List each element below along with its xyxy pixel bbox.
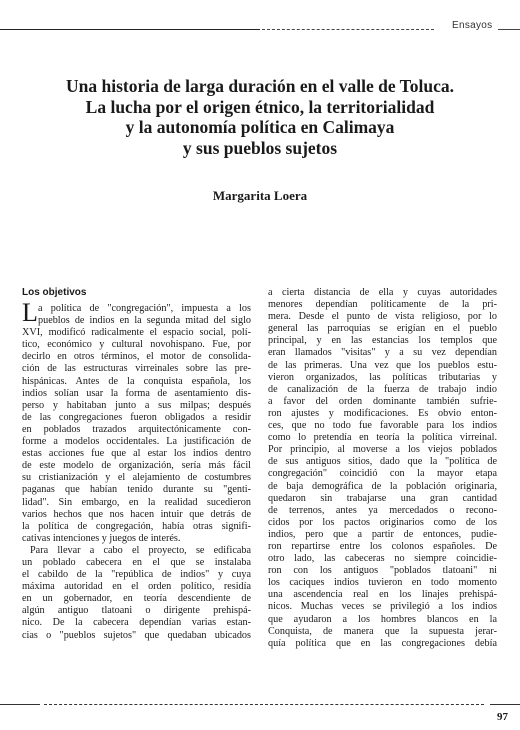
text-line: tico, económico y cultural novohispano. Fue, por: [22, 339, 251, 351]
text-line: cidos por los pactos originarios como de los: [268, 516, 497, 528]
text-line: nicos. Muchas veces se privilegió a los indios: [268, 601, 497, 613]
text-line: eran llamados "visitas" y a su vez dependían: [268, 347, 497, 359]
text-line: ron con los antiguos "poblados tlatoani" ni: [268, 565, 497, 577]
text-line: en un gobernador, en teoría descendiente de: [22, 593, 251, 605]
text-line: de baja demográfica de la población originaria,: [268, 480, 497, 492]
text-line: hispánicas. Antes de la conquista española, los: [22, 375, 251, 387]
title-line: Una historia de larga duración en el valle de Toluca.: [66, 76, 454, 96]
page-number: 97: [497, 711, 508, 723]
text-line: de terrenos, antes ya mercedados o recono-: [268, 504, 497, 516]
text-line: a cierta distancia de ella y cuyas autoridades: [268, 287, 497, 298]
text-line: quía política que en las congregaciones debía: [268, 637, 497, 649]
right-column: [268, 287, 497, 650]
text-line: pueblos de indios en la segunda mitad del siglo: [38, 315, 251, 327]
text-line: la política de congregación, había otras signifi-: [22, 520, 251, 532]
text-line: de las primeras. Una vez que los pueblos estu-: [268, 359, 497, 371]
drop-cap: L: [22, 298, 38, 327]
title-line: La lucha por el origen étnico, la territorialidad: [85, 96, 435, 117]
text-line: lidad". Sin embargo, en la realidad sucedieron: [22, 496, 251, 508]
text-line: ron ajustes y modificaciones. Es obvio enton-: [268, 407, 497, 419]
text-line: quedaron sin trabajarse una gran cantidad: [268, 492, 497, 504]
section-label: Ensayos: [452, 20, 493, 31]
text-line: algún antiguo tlatoani o dirigente prehispá-: [22, 605, 251, 617]
text-line: mera. Desde el punto de vista religioso, por lo: [268, 311, 497, 323]
footer-rule-middle: [44, 704, 484, 705]
text-line: perso y habitaban junto a sus milpas; después: [22, 399, 251, 411]
text-line: de este modelo de organización, sería más fácil: [22, 460, 251, 472]
header-rule-left: [0, 29, 260, 30]
text-line: XVI, modificó radicalmente el espacio social, polí-: [22, 327, 251, 339]
text-line: otro lado, las cabeceras no siempre coincidie-: [268, 553, 497, 565]
text-line: decirlo en otros términos, el motor de consolida-: [22, 351, 251, 363]
footer-rule-left: [0, 704, 40, 705]
text-line: el cabildo de la "república de indios" y cuya: [22, 569, 251, 581]
text-line: indios, pero que a partir de entonces, pudie-: [268, 528, 497, 540]
text-line: nico. De la cabecera dependían varias estan-: [22, 617, 251, 629]
text-line: su cristianización y el alejamiento de costumbres: [22, 472, 251, 484]
text-line: indios solían usar la forma de asentamiento dis-: [22, 387, 251, 399]
text-line: paganas que habían tenido durante su "genti-: [22, 484, 251, 496]
text-line: congregación" coincidió con la mayor etapa: [268, 468, 497, 480]
article-title: [20, 76, 500, 158]
text-line: los caciques indios tuvieron en todo momento: [268, 577, 497, 589]
title-line: y sus pueblos sujetos: [182, 137, 338, 158]
text-line: cativas intenciones y juegos de interés.: [22, 532, 181, 544]
text-line: Conquista, de manera que la supuesta jerar-: [268, 625, 497, 637]
text-line: ción de las estructuras virreinales sobre las pre-: [22, 363, 251, 375]
text-line: Por principio, al moverse a los viejos poblados: [268, 444, 497, 456]
text-line: ces, que no todo fue favorable para los indios: [268, 420, 497, 432]
text-line: cias o "pueblos sujetos" que quedaban ubicados: [22, 629, 251, 641]
text-line: estas acciones fue que al estar los indios dentro: [22, 448, 251, 460]
text-line: una ascendencia real en los linajes prehispá-: [268, 589, 497, 601]
text-line: como lo pretendía en teoría la política virreinal.: [268, 432, 497, 444]
text-line: forme a modelos occidentales. La justificación de: [22, 436, 251, 448]
header-rule-right: [498, 29, 520, 30]
text-line: Para llevar a cabo el proyecto, se edificaba: [30, 544, 251, 556]
text-line: a favor del orden dominante también sufrie-: [268, 395, 497, 407]
header-rule-middle: [262, 29, 434, 30]
text-line: menores dependían políticamente de la pri-: [268, 299, 497, 311]
drop-cap-paragraph: [22, 298, 251, 327]
left-column: [22, 287, 251, 642]
text-line: un poblado cabecera en el que se instalaba: [22, 556, 251, 568]
title-line: y la autonomía política en Calimaya: [125, 117, 395, 137]
section-heading: Los objetivos: [22, 287, 87, 298]
text-line: de las congregaciones fueron obligados a residir: [22, 411, 251, 423]
text-line: general las parroquias se erigían en el pueblo: [268, 323, 497, 335]
text-line: vieron organizados, las políticas tributarias y: [268, 371, 497, 383]
text-line: principal, y en las estancias los templos que: [268, 335, 497, 347]
text-line: en poblados trazados arquitectónicamente con-: [22, 423, 251, 435]
text-line: máxima autoridad en el orden político, residía: [22, 581, 251, 593]
text-line: ron repartirse entre los colonos españoles. De: [268, 540, 497, 552]
text-line: de sus antiguos sitios, dado que la "política de: [268, 456, 497, 468]
footer-rule-right: [490, 704, 520, 705]
text-line: que ayudaron a los hombres blancos en la: [268, 613, 497, 625]
text-line: a política de "congregación", impuesta a los: [38, 303, 251, 314]
author-name: Margarita Loera: [212, 188, 308, 203]
text-line: varios hechos que nos hacen intuir que detrás de: [22, 508, 251, 520]
text-line: de canalización de la fuerza de trabajo indio: [268, 383, 497, 395]
